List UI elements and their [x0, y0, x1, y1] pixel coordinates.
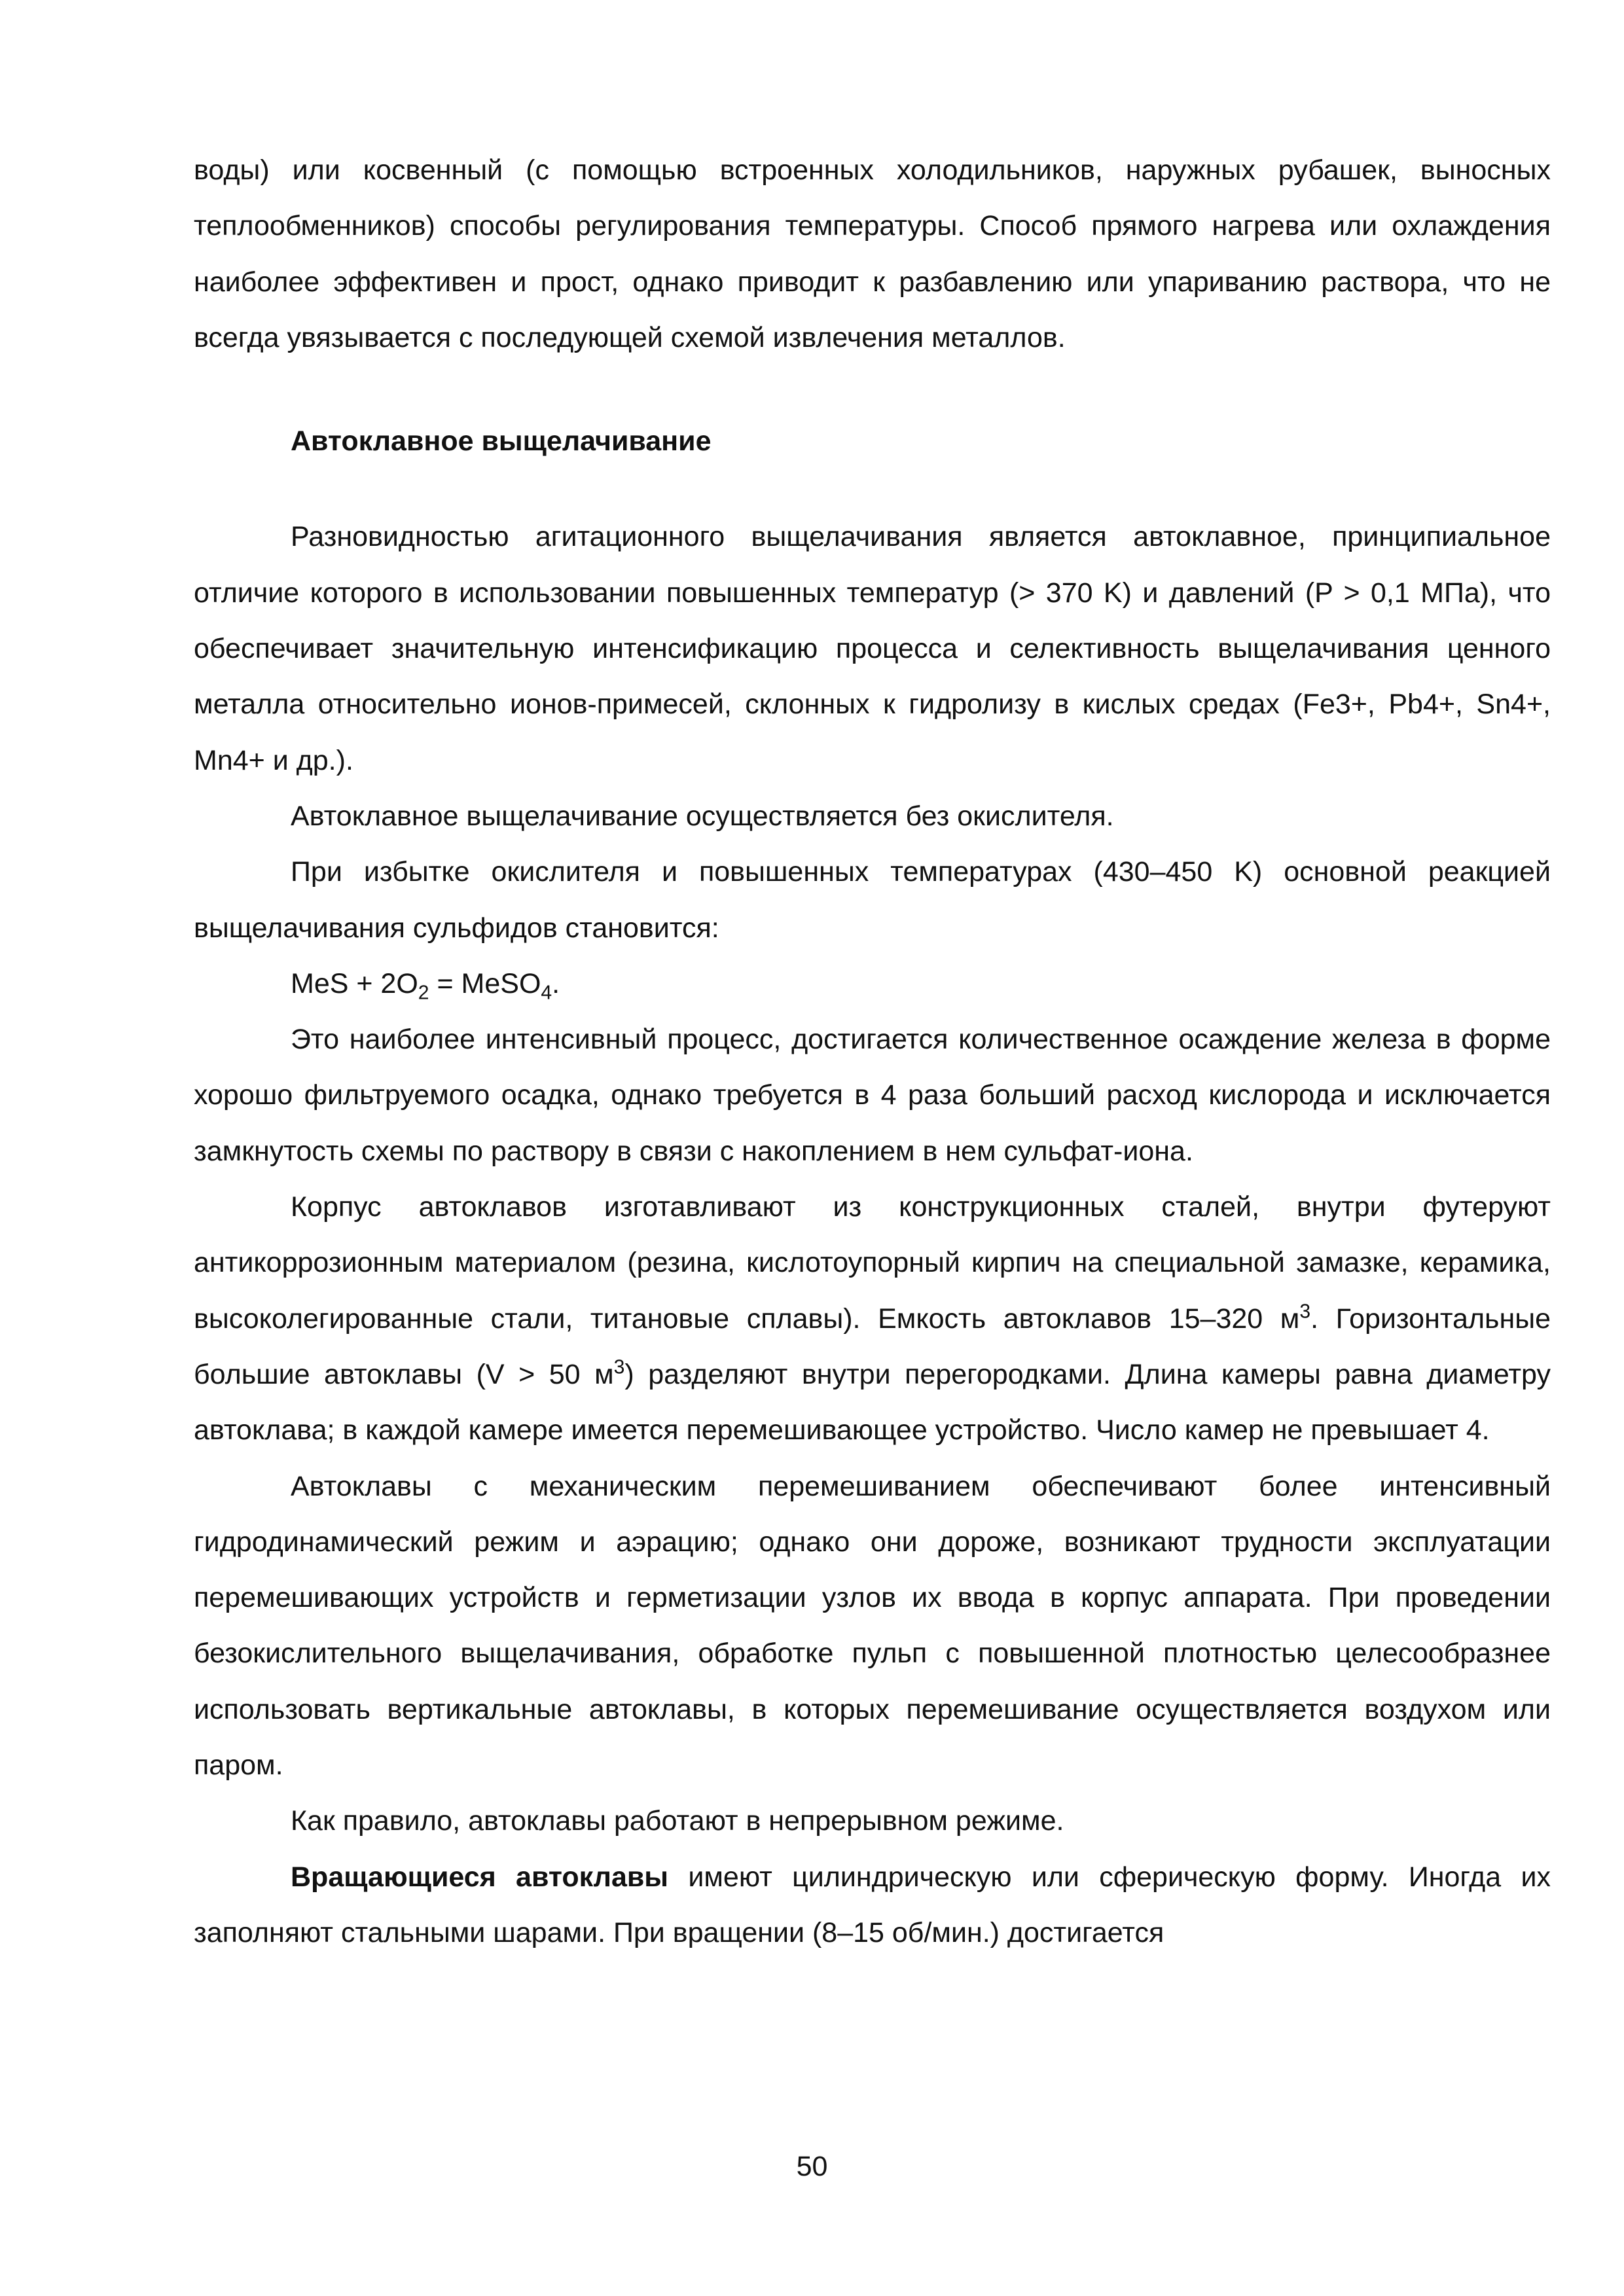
formula-subscript-1: 2 — [418, 982, 429, 1004]
paragraph-continuous-mode: Как правило, автоклавы работают в непрерывном режиме. — [291, 1805, 1064, 1837]
paragraph-intensive-process: Это наиболее интенсивный процесс, достигается количественное осаждение железа в форме хорошо фильтруемого осадка, однако требуется в 4 раза больший расход кислорода и исключается замкнутость схемы по раствору в связи с накоплением в нем сульфат-иона. — [194, 1024, 1551, 1167]
text-segment: ) разделяют внутри перегородками. Длина камеры равна диаметру автоклава; в каждой камере имеется перемешивающее устройство. Число камер не превышает 4. — [194, 1358, 1551, 1446]
paragraph-autoclave-body — [194, 1179, 1551, 1458]
reaction-formula — [194, 956, 1551, 1012]
paragraph-rotating-autoclaves — [194, 1850, 1551, 1962]
formula-subscript-2: 4 — [541, 982, 552, 1004]
superscript-cubic: 3 — [613, 1356, 625, 1378]
formula-part-3: . — [552, 967, 560, 999]
paragraph-autoclave-intro: Разновидностью агитационного выщелачивания является автоклавное, принципиальное отличие которого в использовании повышенных температур (> 370 K) и давлений (P > 0,1 МПа), что обеспечивает значительную интенсификацию процесса и селективность выщелачивания ценного металла относительно ионов-примесей, склонных к гидролизу в кислых средах (Fe3+, Pb4+, Sn4+, Mn4+ и др.). — [194, 521, 1551, 776]
formula-part-2: = MeSO — [429, 967, 541, 999]
text-segment: Корпус автоклавов изготавливают из конструкционных сталей, внутри футеруют антикоррозионным материалом (резина, кислотоупорный кирпич на специальной замазке, керамика, высоколегированные стали, титановые сплавы). Емкость автоклавов 15–320 м — [194, 1191, 1551, 1335]
superscript-cubic: 3 — [1299, 1300, 1311, 1323]
section-heading: Автоклавное выщелачивание — [291, 425, 712, 457]
paragraph-excess-oxidizer: При избытке окислителя и повышенных температурах (430–450 K) основной реакцией выщелачивания сульфидов становится: — [194, 856, 1551, 944]
page-number: 50 — [796, 2151, 828, 2182]
page-body — [194, 143, 1551, 1961]
bold-term: Вращающиеся автоклавы — [291, 1861, 669, 1893]
paragraph-continuation: воды) или косвенный (с помощью встроенных холодильников, наружных рубашек, выносных теплообменников) способы регулирования температуры. Способ прямого нагрева или охлаждения наиболее эффективен и прост, однако приводит к разбавлению или упариванию раствора, что не всегда увязывается с последующей схемой извлечения металлов. — [194, 154, 1551, 353]
formula-part-1: MeS + 2O — [291, 967, 418, 999]
text-segment: имеют цилиндрическую или сферическую форму. Иногда их заполняют стальными шарами. При вращении (8–15 об/мин.) достигается — [194, 1861, 1551, 1948]
paragraph-mechanical-mixing: Автоклавы с механическим перемешиванием обеспечивают более интенсивный гидродинамический режим и аэрацию; однако они дороже, возникают трудности эксплуатации перемешивающих устройств и герметизации узлов их ввода в корпус аппарата. При проведении безокислительного выщелачивания, обработке пульп с повышенной плотностью целесообразнее использовать вертикальные автоклавы, в которых перемешивание осуществляется воздухом или паром. — [194, 1470, 1551, 1782]
text-segment: . Горизонтальные большие автоклавы (V > 50 м — [194, 1302, 1551, 1390]
paragraph-no-oxidizer: Автоклавное выщелачивание осуществляется без окислителя. — [291, 800, 1114, 832]
